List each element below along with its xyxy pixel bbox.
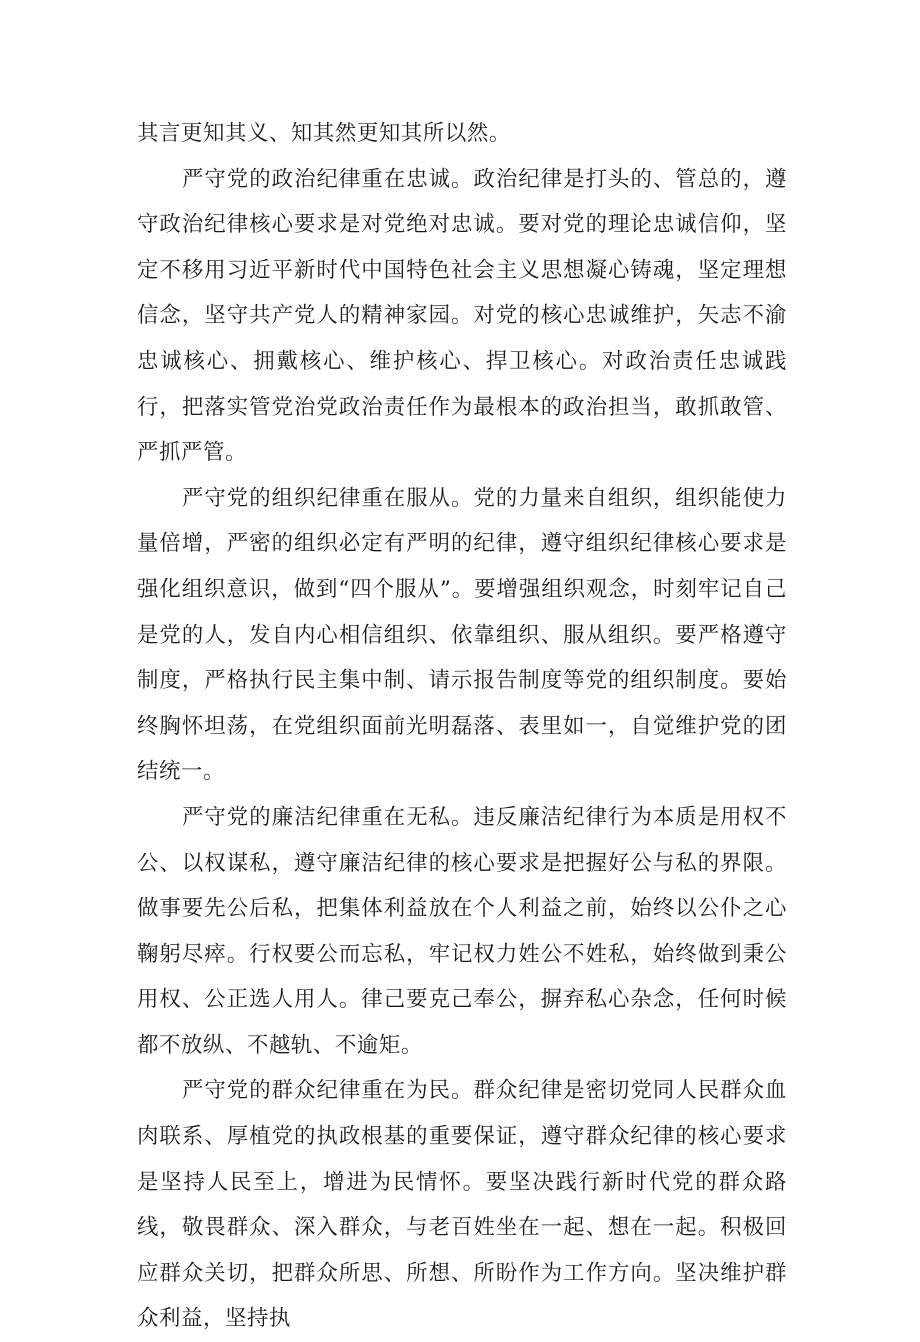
- paragraph-mass-discipline: 严守党的群众纪律重在为民。群众纪律是密切党同人民群众血肉联系、厚植党的执政根基的重要保证，遵守群众纪律的核心要求是坚持人民至上，增进为民情怀。要坚决践行新时代党的群众路线，敬畏群众、深入群众，与老百姓坐在一起、想在一起。积极回应群众关切，把群众所思、所想、所盼作为工作方向。坚决维护群众利益，坚持执: [137, 1078, 787, 1332]
- paragraph-political-discipline: 严守党的政治纪律重在忠诚。政治纪律是打头的、管总的，遵守政治纪律核心要求是对党绝对忠诚。要对党的理论忠诚信仰，坚定不移用习近平新时代中国特色社会主义思想凝心铸魂，坚定理想信念，坚守共产党人的精神家园。对党的核心忠诚维护，矢志不渝忠诚核心、拥戴核心、维护核心、捍卫核心。对政治责任忠诚践行，把落实管党治党政治责任作为最根本的政治担当，敢抓敢管、严抓严管。: [137, 166, 787, 466]
- paragraph-integrity-discipline: 严守党的廉洁纪律重在无私。违反廉洁纪律行为本质是用权不公、以权谋私，遵守廉洁纪律的核心要求是把握好公与私的界限。做事要先公后私，把集体利益放在个人利益之前，始终以公仆之心鞠躬尽瘁。行权要公而忘私，牢记权力姓公不姓私，始终做到秉公用权、公正选人用人。律己要克己奉公，摒弃私心杂念，任何时候都不放纵、不越轨、不逾矩。: [137, 804, 787, 1058]
- paragraph-continuation: 其言更知其义、知其然更知其所以然。: [137, 121, 511, 146]
- document-body: [137, 111, 787, 1342]
- paragraph-organizational-discipline: 严守党的组织纪律重在服从。党的力量来自组织，组织能使力量倍增，严密的组织必定有严明的纪律，遵守组织纪律核心要求是强化组织意识，做到“四个服从”。要增强组织观念，时刻牢记自己是党的人，发自内心相信组织、依靠组织、服从组织。要严格遵守制度，严格执行民主集中制、请示报告制度等党的组织制度。要始终胸怀坦荡，在党组织面前光明磊落、表里如一，自觉维护党的团结统一。: [137, 485, 787, 785]
